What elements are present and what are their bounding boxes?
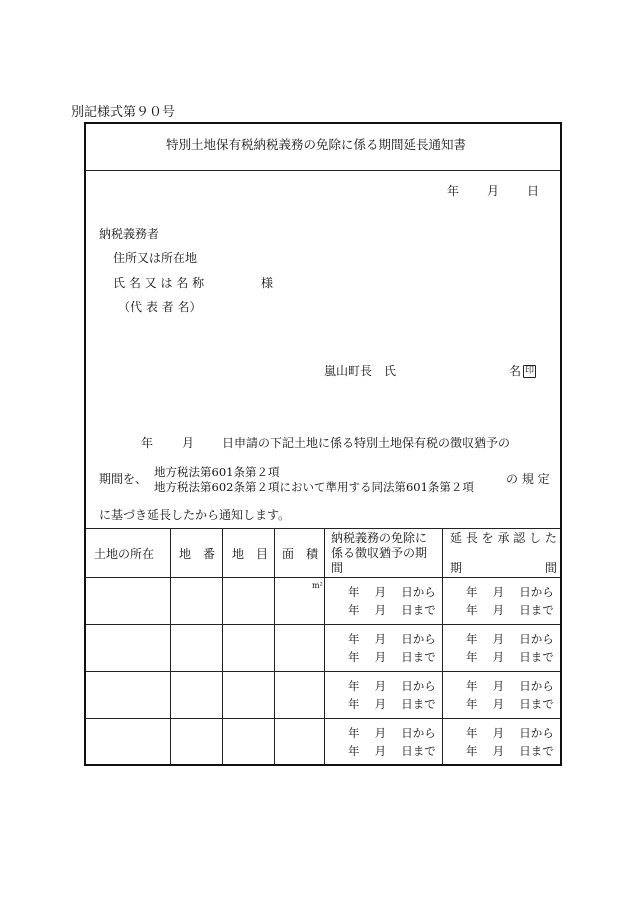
row2-extension-from: 年 月 日から xyxy=(466,632,554,646)
notice-form xyxy=(84,122,562,766)
row4-extension-from: 年 月 日から xyxy=(466,726,554,740)
header-exemption-3: 間 xyxy=(331,561,344,575)
row1-exemption-to: 年 月 日まで xyxy=(348,603,436,617)
seal-mark: 印 xyxy=(524,366,534,376)
header-location: 土地の所在 xyxy=(94,547,155,561)
table-top-border xyxy=(86,528,560,529)
header-extension-2-left: 期 xyxy=(450,561,463,575)
date-month: 月 xyxy=(487,184,500,198)
representative-label: （代 表 者 名） xyxy=(118,300,202,314)
law-option-2: 地方税法第602条第２項において準用する同法第601条第２項 xyxy=(154,480,474,494)
header-land-category: 地 目 xyxy=(232,547,269,561)
row4-exemption-to: 年 月 日まで xyxy=(348,744,436,758)
date-day: 日 xyxy=(527,184,540,198)
body-line1: 日申請の下記土地に係る特別土地保有税の徴収猶予の xyxy=(222,436,511,450)
body-line2-prefix: 期間を、 xyxy=(99,472,148,486)
title-divider xyxy=(86,170,560,171)
row1-exemption-from: 年 月 日から xyxy=(348,585,436,599)
law-option-1: 地方税法第601条第２項 xyxy=(154,465,280,479)
row-divider-1 xyxy=(86,624,560,625)
col-divider-3 xyxy=(274,528,275,764)
row1-extension-to: 年 月 日まで xyxy=(466,603,554,617)
row2-exemption-to: 年 月 日まで xyxy=(348,650,436,664)
body-line3: に基づき延長したから通知します。 xyxy=(99,508,291,522)
row3-exemption-from: 年 月 日から xyxy=(348,679,436,693)
date-year: 年 xyxy=(447,184,460,198)
row4-extension-to: 年 月 日まで xyxy=(466,744,554,758)
header-extension-2-right: 間 xyxy=(545,561,558,575)
row1-extension-from: 年 月 日から xyxy=(466,585,554,599)
header-exemption-1: 納税義務の免除に xyxy=(331,531,428,545)
row3-exemption-to: 年 月 日まで xyxy=(348,697,436,711)
header-area: 面 積 xyxy=(282,547,319,561)
name-suffix: 名 xyxy=(509,364,522,378)
body-line2-suffix: の 規 定 xyxy=(506,472,550,486)
row4-exemption-from: 年 月 日から xyxy=(348,726,436,740)
row3-extension-from: 年 月 日から xyxy=(466,679,554,693)
form-title: 特別土地保有税納税義務の免除に係る期間延長通知書 xyxy=(166,137,467,152)
col-divider-1 xyxy=(170,528,171,764)
body-year: 年 xyxy=(141,436,154,450)
col-divider-5 xyxy=(442,528,443,764)
row2-extension-to: 年 月 日まで xyxy=(466,650,554,664)
row2-exemption-from: 年 月 日から xyxy=(348,632,436,646)
table-header-divider xyxy=(86,577,560,578)
header-lot-number: 地 番 xyxy=(179,547,216,561)
col-divider-4 xyxy=(324,528,325,764)
row3-extension-to: 年 月 日まで xyxy=(466,697,554,711)
col-divider-2 xyxy=(222,528,223,764)
area-unit: m² xyxy=(312,581,323,590)
address-label: 住所又は所在地 xyxy=(113,251,198,265)
form-number: 別記様式第９０号 xyxy=(71,105,176,120)
row-divider-3 xyxy=(86,718,560,719)
header-extension-1: 延 長 を 承 認 し た xyxy=(450,531,557,545)
honorific-sama: 様 xyxy=(261,276,274,290)
taxpayer-heading: 納税義務者 xyxy=(99,227,160,241)
header-exemption-2: 係る徴収猶予の期 xyxy=(331,546,428,560)
name-label: 氏 名 又 は 名 称 xyxy=(113,276,205,290)
mayor-title: 嵐山町長 氏 xyxy=(324,364,397,378)
row-divider-2 xyxy=(86,671,560,672)
body-month: 月 xyxy=(182,436,195,450)
